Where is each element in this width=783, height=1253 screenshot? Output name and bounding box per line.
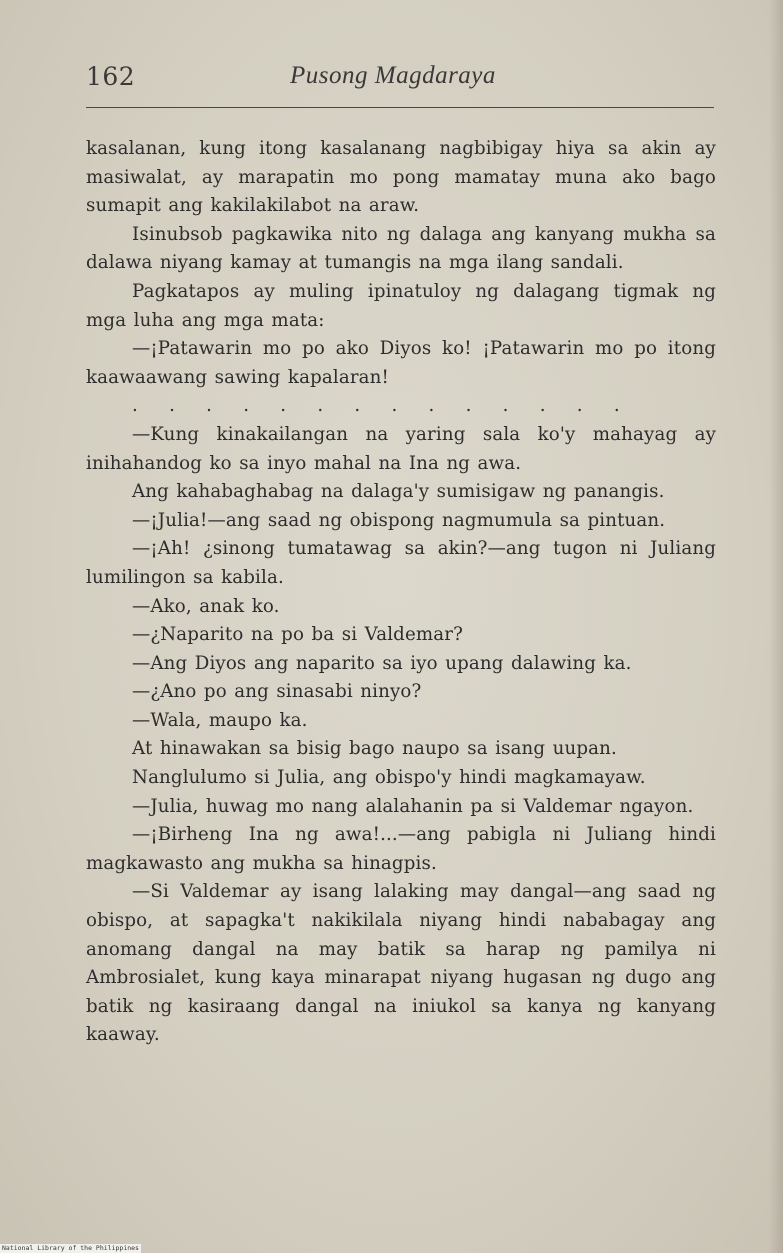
running-title: Pusong Magdaraya xyxy=(290,62,496,89)
paragraph: —¿Naparito na po ba si Valdemar? xyxy=(132,624,464,646)
paragraph: —¡Patawarin mo po ako Diyos ko! ¡Patawarin mo po itong kaawaawang sawing kapalaran! xyxy=(86,338,716,388)
paragraph: Pagkatapos ay muling ipinatuloy ng dalagang tigmak ng mga luha ang mga mata: xyxy=(86,280,716,331)
paragraph: —Julia, huwag mo nang alalahanin pa si Valdemar ngayon. xyxy=(132,795,694,817)
footer-credit: National Library of the Philippines xyxy=(2,1244,139,1252)
paragraph: —¡Julia!—ang saad ng obispong nagmumula sa pintuan. xyxy=(132,509,666,531)
paragraph: —¿Ano po ang sinasabi ninyo? xyxy=(132,681,422,703)
paragraph: At hinawakan sa bisig bago naupo sa isang uupan. xyxy=(132,738,617,760)
paragraph: —¡Ah! ¿sinong tumatawag sa akin?—ang tugon ni Juliang lumilingon sa kabila. xyxy=(86,538,716,588)
paragraph: —¡Birheng Ina ng awa!...—ang pabigla ni Juliang hindi magkawasto ang mukha sa hinagpis. xyxy=(86,824,716,874)
header-rule xyxy=(86,107,714,108)
paragraph: —Wala, maupo ka. xyxy=(132,709,308,731)
page-edge-shadow xyxy=(769,0,783,1253)
paragraph: Isinubsob pagkawika nito ng dalaga ang kanyang mukha sa dalawa niyang kamay at tumangis na mga ilang sandali. xyxy=(86,223,716,274)
ellipsis-line: . . . . . . . . . . . . . . xyxy=(132,395,632,417)
body-text xyxy=(86,135,716,1050)
paragraph: —Ang Diyos ang naparito sa iyo upang dalawing ka. xyxy=(132,652,632,674)
paragraph: Nanglulumo si Julia, ang obispo'y hindi magkamayaw. xyxy=(132,767,646,789)
paragraph: —Ako, anak ko. xyxy=(132,595,280,617)
paragraph: —Si Valdemar ay isang lalaking may dangal—ang saad ng obispo, at sapagka't nakikilala niyang hindi nababagay ang anomang dangal na may batik sa harap ng pamilya ni Ambrosialet, kung kaya minarapat niyang hugasan ng dugo ang batik ng kasiraang dangal na iniukol sa kanya ng kanyang kaaway. xyxy=(86,881,716,1046)
paragraph: Ang kahabaghabag na dalaga'y sumisigaw ng panangis. xyxy=(132,481,665,503)
paragraph: kasalanan, kung itong kasalanang nagbibigay hiya sa akin ay masiwalat, ay marapatin mo pong mamatay muna ako bago sumapit ang kakilakilabot na araw. xyxy=(86,138,716,217)
paragraph: —Kung kinakailangan na yaring sala ko'y mahayag ay inihahandog ko sa inyo mahal na Ina ng awa. xyxy=(86,423,716,474)
page-number: 162 xyxy=(86,62,136,91)
